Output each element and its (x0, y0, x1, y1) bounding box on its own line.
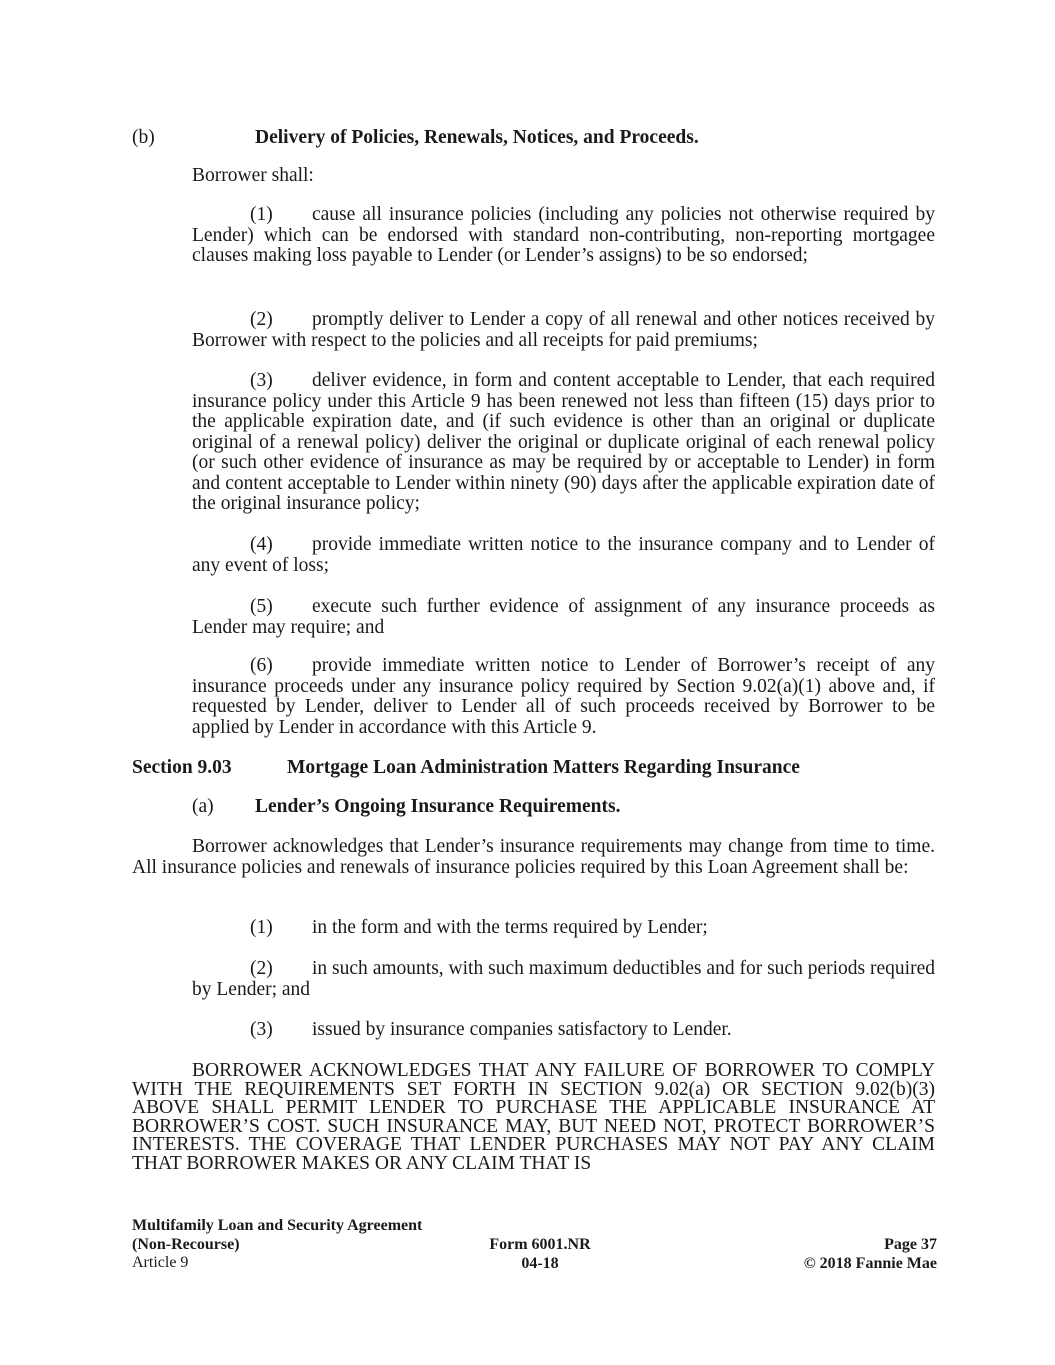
list-item-number: (1) (250, 917, 273, 938)
footer-right (745, 1236, 937, 1273)
list-item (192, 959, 935, 1000)
subsection-a-heading: Lender’s Ongoing Insurance Requirements. (255, 796, 621, 817)
footer-article: Article 9 (132, 1254, 189, 1271)
list-item (192, 205, 935, 267)
list-item-text: cause all insurance policies (including any policies not otherwise required by Lender) which can be endorsed with standard non-contributing, non-reporting mortgagee clauses making loss payable to Lender (or Lender’s assigns) to be so endorsed; (192, 204, 935, 266)
list-item-number: (5) (250, 596, 273, 617)
footer-form-date: 04-18 (521, 1254, 559, 1272)
list-item-text: issued by insurance companies satisfactory to Lender. (312, 1019, 732, 1040)
list-item (192, 597, 935, 638)
list-item-number: (2) (250, 958, 273, 979)
list-item (192, 371, 935, 515)
subsection-b-label: (b) (132, 127, 155, 148)
footer-page-number: Page 37 (884, 1236, 937, 1253)
list-item-text: execute such further evidence of assignment of any insurance proceeds as Lender may require; and (192, 596, 935, 638)
footer-left (132, 1217, 422, 1273)
list-item (192, 535, 935, 576)
subsection-b-heading: Delivery of Policies, Renewals, Notices, and Proceeds. (255, 127, 699, 148)
section-title: Mortgage Loan Administration Matters Regarding Insurance (287, 757, 800, 778)
list-item-text: provide immediate written notice to Lender of Borrower’s receipt of any insurance proceeds under any insurance policy required by Section 9.02(a)(1) above and, if requested by Lender, deliver to Lender all of such proceeds received by Borrower to be applied by Lender in accordance with this Article 9. (192, 655, 935, 738)
list-item (192, 1020, 935, 1041)
list-item-number: (6) (250, 655, 273, 676)
list-item-text: in the form and with the terms required by Lender; (312, 917, 708, 938)
list-item-text: promptly deliver to Lender a copy of all renewal and other notices received by Borrower with respect to the policies and all receipts for paid premiums; (192, 309, 935, 351)
subsection-a-label: (a) (192, 796, 214, 817)
list-item-text: provide immediate written notice to the insurance company and to Lender of any event of loss; (192, 534, 935, 576)
footer-doc-title: Multifamily Loan and Security Agreement (132, 1217, 423, 1234)
list-item-text: deliver evidence, in form and content acceptable to Lender, that each required insurance policy under this Article 9 has been renewed not less than fifteen (15) days prior to the applicable expiration date, and (if such evidence is other than an original or duplicate original of a renewal policy) deliver the original or duplicate original of each renewal policy (or such other evidence of insurance as may be required by or acceptable to Lender) in form and content acceptable to Lender within ninety (90) days after the applicable expiration date of the original insurance policy; (192, 370, 935, 514)
list-item (192, 656, 935, 738)
subsection-a-intro: Borrower acknowledges that Lender’s insurance requirements may change from time to time. All insurance policies and renewals of insurance policies required by this Loan Agreement shall be: (132, 836, 935, 878)
subsection-b-intro: Borrower shall: (192, 165, 314, 186)
list-item-text: in such amounts, with such maximum deductibles and for such periods required by Lender; and (192, 958, 935, 1000)
list-item-number: (1) (250, 204, 273, 225)
list-item-number: (3) (250, 1019, 273, 1040)
list-item (192, 310, 935, 351)
footer-center (470, 1236, 610, 1273)
list-item (192, 918, 935, 939)
footer-copyright: © 2018 Fannie Mae (803, 1254, 937, 1272)
list-item-number: (3) (250, 370, 273, 391)
list-item-number: (2) (250, 309, 273, 330)
list-item-number: (4) (250, 534, 273, 555)
footer-doc-subtitle: (Non-Recourse) (132, 1235, 240, 1253)
footer-form-number: Form 6001.NR (489, 1236, 591, 1253)
caps-notice: BORROWER ACKNOWLEDGES THAT ANY FAILURE OF BORROWER TO COMPLY WITH THE REQUIREMENTS SET FORTH IN SECTION 9.02(a) OR SECTION 9.02(b)(3) ABOVE SHALL PERMIT LENDER TO PURCHASE THE APPLICABLE INSURANCE AT BORROWER’S COST. SUCH INSURANCE MAY, BUT NEED NOT, PROTECT BORROWER’S INTERESTS. THE COVERAGE THAT LENDER PURCHASES MAY NOT PAY ANY CLAIM THAT BORROWER MAKES OR ANY CLAIM THAT IS (132, 1060, 935, 1174)
section-number: Section 9.03 (132, 757, 232, 778)
